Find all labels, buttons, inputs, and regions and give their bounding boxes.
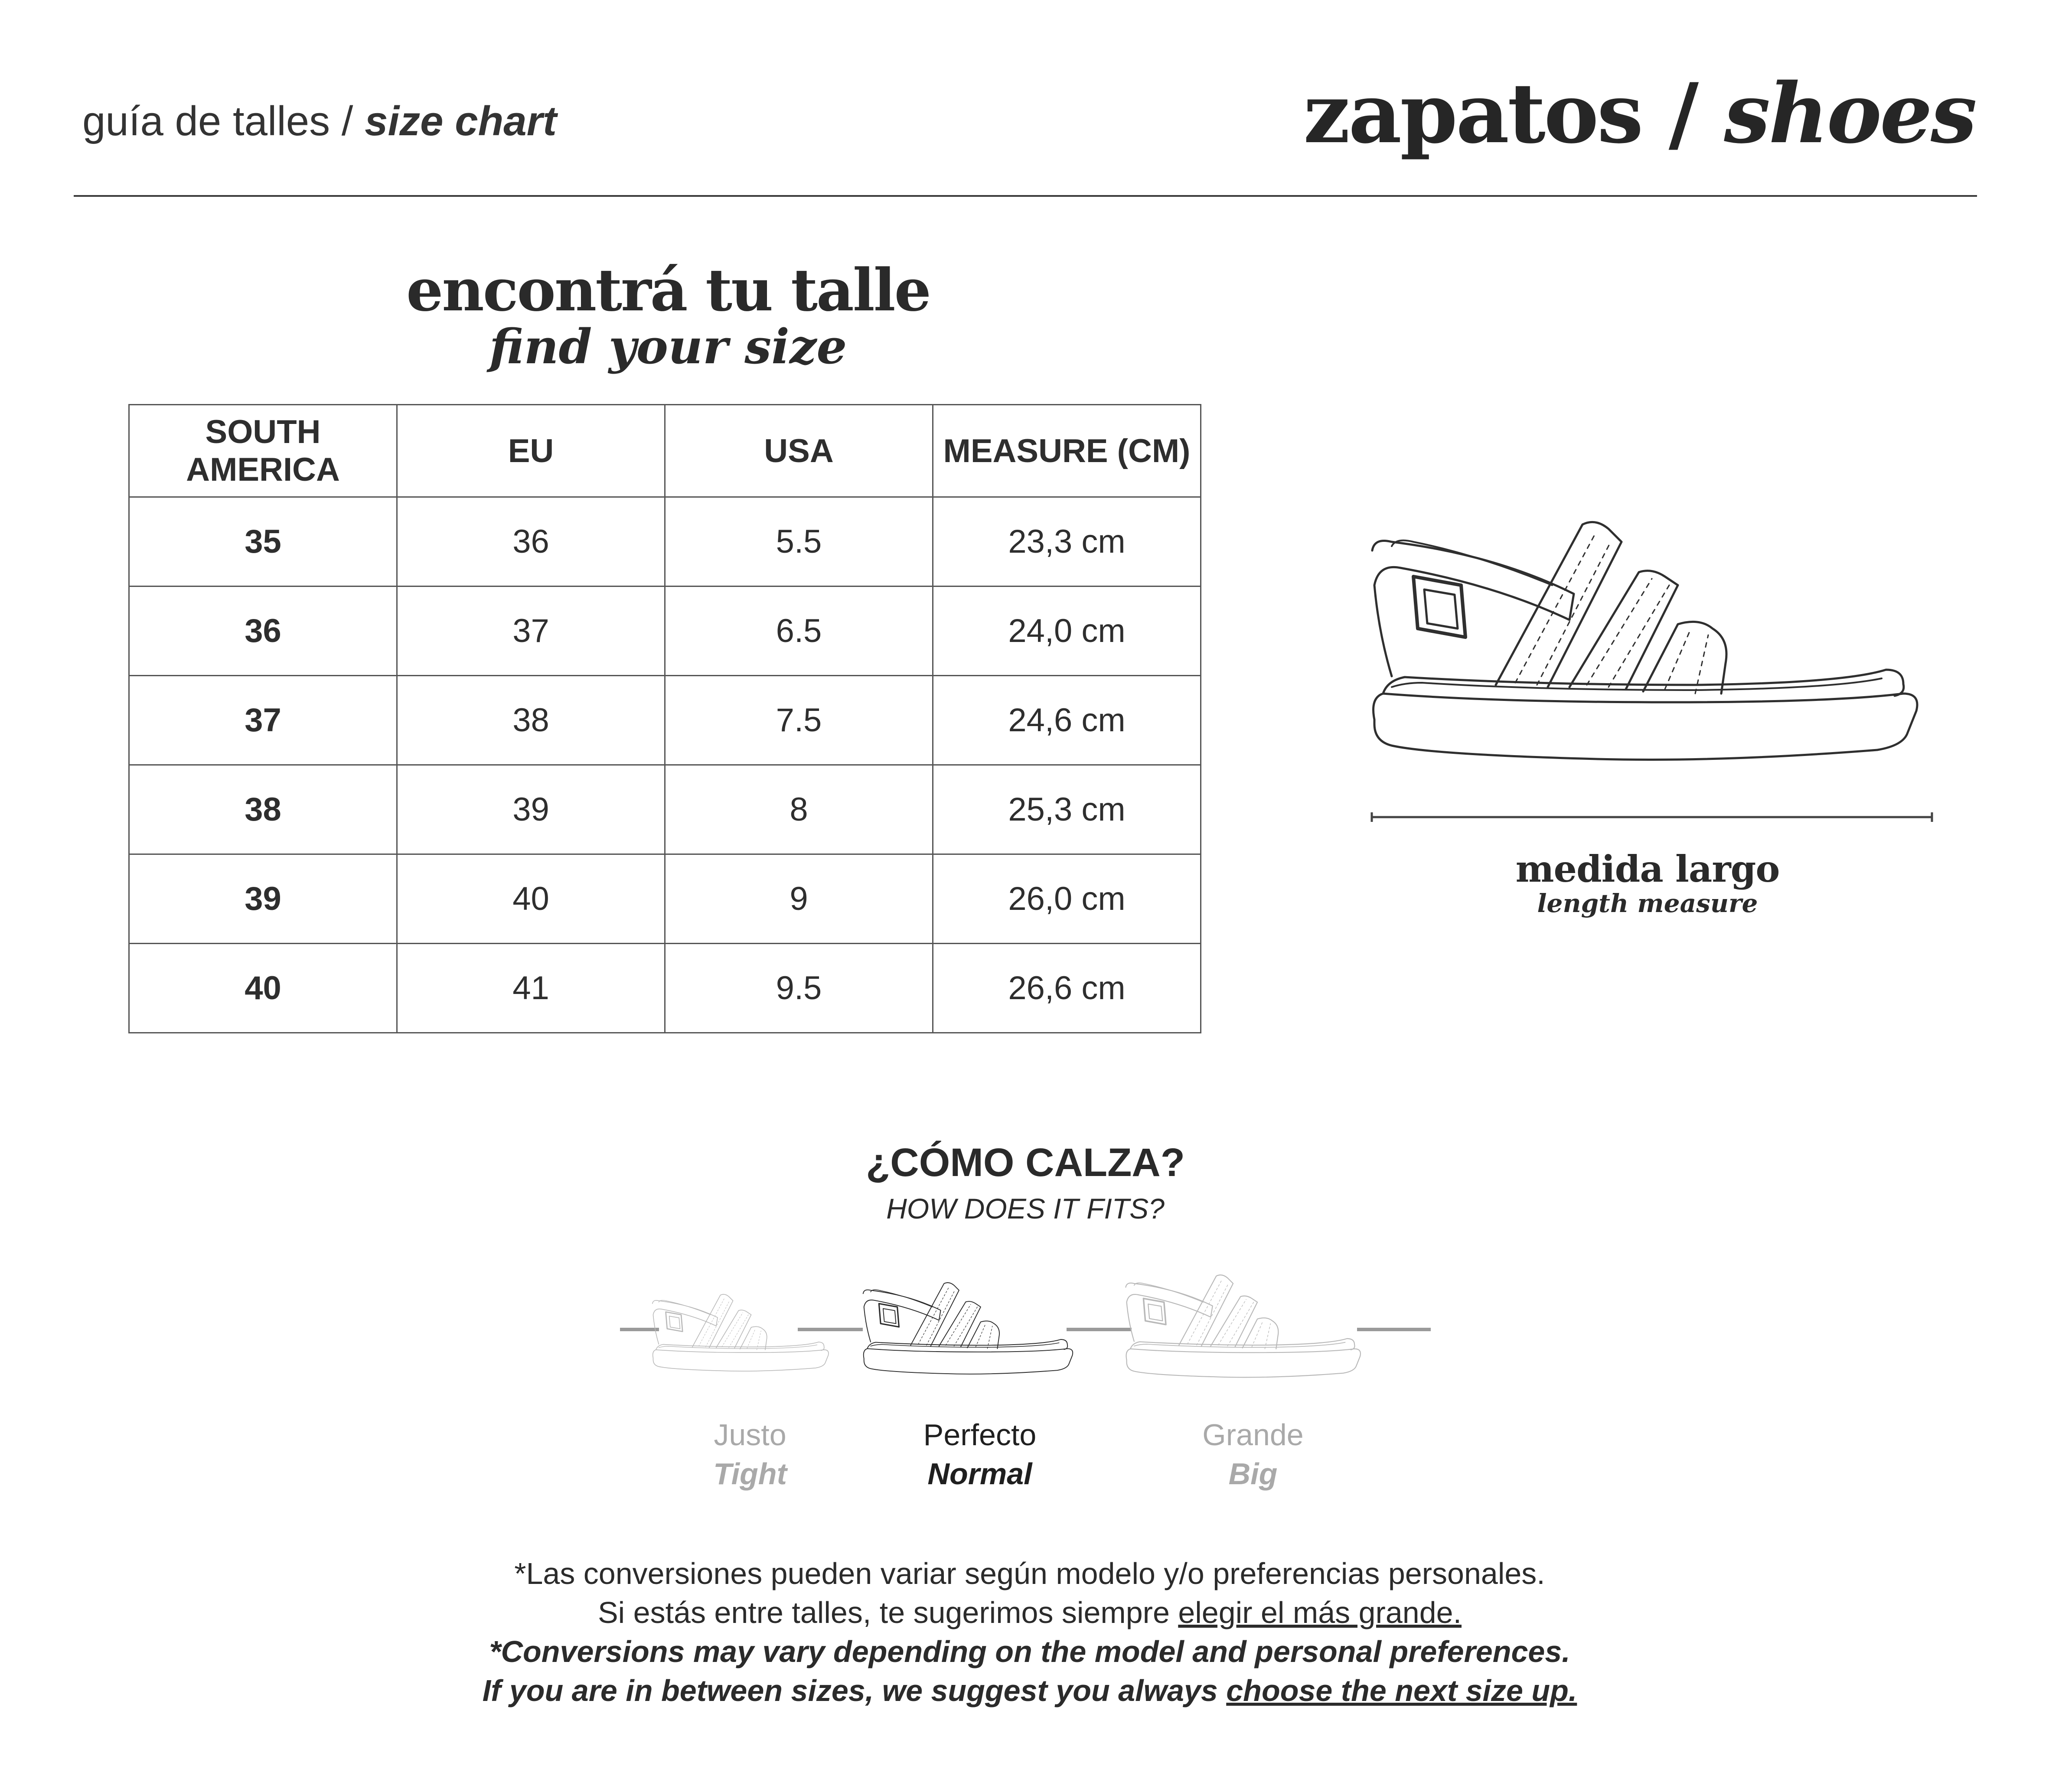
cell-eu: 37 (397, 586, 665, 676)
cell-south-america: 39 (129, 854, 397, 944)
note-line-en-2 (347, 1673, 1713, 1708)
table-row (129, 854, 1201, 944)
table-row (129, 497, 1201, 586)
cell-south-america: 40 (129, 944, 397, 1033)
cell-measure: 24,6 cm (933, 676, 1201, 765)
cell-measure: 26,6 cm (933, 944, 1201, 1033)
cell-measure: 25,3 cm (933, 765, 1201, 854)
header-title-es: zapatos / (1303, 65, 1697, 162)
cell-south-america: 37 (129, 676, 397, 765)
cell-measure: 24,0 cm (933, 586, 1201, 676)
fit-scale-line (1357, 1328, 1431, 1331)
note-en-2-text: If you are in between sizes, we suggest you always (482, 1674, 1227, 1707)
table-row (129, 765, 1201, 854)
cell-eu: 39 (397, 765, 665, 854)
cell-eu: 38 (397, 676, 665, 765)
note-es-2-underline: elegir el más grande. (1178, 1596, 1462, 1629)
cell-south-america: 36 (129, 586, 397, 676)
sandal-big-icon (1123, 1261, 1366, 1391)
cell-usa: 5.5 (665, 497, 933, 586)
column-header-south-america: SOUTH AMERICA (129, 405, 397, 497)
column-header-usa: USA (665, 405, 933, 497)
fit-subtitle: HOW DOES IT FITS? (886, 1192, 1165, 1225)
fit-option-normal-label: Perfecto (923, 1418, 1037, 1452)
note-line-en-1: *Conversions may vary depending on the model and personal preferences. (489, 1635, 1570, 1668)
note-en-2-underline: choose the next size up. (1226, 1674, 1577, 1707)
cell-eu: 40 (397, 854, 665, 944)
table-row (129, 944, 1201, 1033)
fit-option-tight-sublabel: Tight (713, 1457, 787, 1491)
length-measure-label: medida largo (1515, 847, 1780, 890)
cell-usa: 6.5 (665, 586, 933, 676)
cell-south-america: 38 (129, 765, 397, 854)
sandal-tight-icon (650, 1283, 832, 1383)
header-subtitle-es: guía de talles / (82, 98, 353, 144)
note-line-es-2 (347, 1595, 1713, 1630)
sandal-normal-icon (861, 1270, 1077, 1387)
cell-usa: 7.5 (665, 676, 933, 765)
length-measure-label-en: length measure (1537, 889, 1758, 918)
fit-option-tight-label: Justo (714, 1418, 786, 1452)
header-title-en: shoes (1724, 65, 1975, 162)
table-row (129, 676, 1201, 765)
sandal-illustration (1366, 494, 1929, 789)
cell-measure: 26,0 cm (933, 854, 1201, 944)
length-measure-line (1370, 811, 1934, 824)
table-row (129, 586, 1201, 676)
cell-usa: 8 (665, 765, 933, 854)
fit-option-big-sublabel: Big (1228, 1457, 1278, 1491)
size-table (128, 404, 1201, 1033)
cell-south-america: 35 (129, 497, 397, 586)
cell-eu: 41 (397, 944, 665, 1033)
cell-eu: 36 (397, 497, 665, 586)
cell-measure: 23,3 cm (933, 497, 1201, 586)
column-header-measure: MEASURE (CM) (933, 405, 1201, 497)
fit-option-normal-sublabel: Normal (927, 1457, 1032, 1491)
header-title (1303, 65, 1975, 162)
note-line-es-1: *Las conversiones pueden variar según modelo y/o preferencias personales. (514, 1557, 1545, 1590)
cell-usa: 9 (665, 854, 933, 944)
header-subtitle-en: size chart (365, 98, 557, 144)
table-header-row (129, 405, 1201, 497)
find-size-subtitle: find your size (489, 319, 847, 375)
fit-title: ¿CÓMO CALZA? (866, 1140, 1185, 1185)
cell-usa: 9.5 (665, 944, 933, 1033)
find-size-title: encontrá tu talle (406, 256, 930, 324)
fit-option-big-label: Grande (1202, 1418, 1304, 1452)
note-es-2-text: Si estás entre talles, te sugerimos siempre (597, 1596, 1178, 1629)
column-header-eu: EU (397, 405, 665, 497)
header-subtitle (82, 98, 557, 145)
header-divider (74, 195, 1977, 197)
